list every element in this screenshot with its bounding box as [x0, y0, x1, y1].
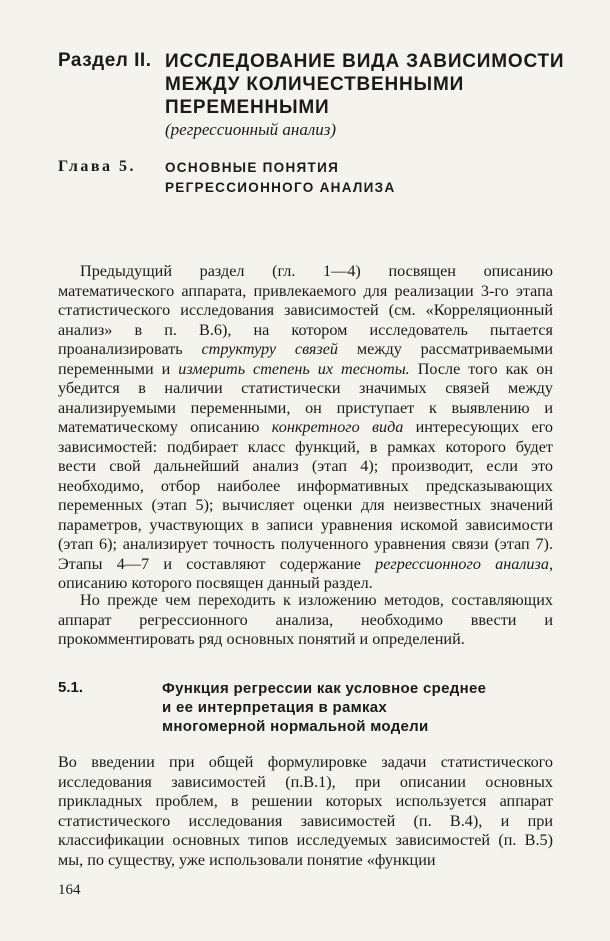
second-paragraph: Но прежде чем переходить к изложению методов, составляющих аппарат регрессионного анализа, необходимо ввести и прокомментировать ряд основных понятий и определений.: [58, 591, 553, 648]
emphasis-specific-form: конкретного вида: [271, 418, 404, 436]
intro-paragraph: [58, 262, 553, 594]
text-run: между рассматриваемыми переменными и: [58, 340, 553, 378]
text-run: Предыдущий раздел (гл. 1—4) посвящен описанию математического аппарата, привлекаемого для реализации 3-го этапа статистического исследования зависимостей (см. «Корреляционный анализ» в п. В.6), на котором исследователь пытается проанализировать: [58, 262, 553, 358]
chapter-label: Глава 5.: [58, 158, 136, 175]
subsection-title: [162, 679, 552, 736]
page-number: 164: [58, 882, 81, 898]
section-title-line: МЕЖДУ КОЛИЧЕСТВЕННЫМИ: [165, 74, 465, 95]
emphasis-structure: структуру связей: [201, 340, 339, 358]
chapter-title-line: РЕГРЕССИОННОГО АНАЛИЗА: [165, 180, 396, 195]
emphasis-strength: измерить степень их тесноты.: [178, 359, 410, 378]
subsection-number: 5.1.: [58, 679, 84, 696]
subsection-title-line: Функция регрессии как условное среднее: [162, 680, 487, 697]
section-title: [165, 50, 565, 119]
section-title-line: ИССЛЕДОВАНИЕ ВИДА ЗАВИСИМОСТИ: [165, 51, 565, 72]
chapter-title: [165, 158, 545, 198]
section-subtitle: (регрессионный анализ): [165, 120, 337, 139]
text-run: После того как он убедится в наличии статистически значимых связей между анализируемыми переменными, он приступает к выявлению и математическому описанию: [58, 359, 553, 436]
section-title-line: ПЕРЕМЕННЫМИ: [165, 97, 330, 118]
text-run: интересующих его зависимостей: подбирает класс функций, в рамках которого будет вести свой дальнейший анализ (этап 4); производит, если это необходимо, отбор наиболее информативных предсказывающих переменных (этап 5); вычисляет оценки для неизвестных значений параметров, участвующих в записи уравнения искомой зависимости (этап 6); анализирует точность полученного уравнения связи (этап 7). Этапы 4—7 и составляют содержание: [58, 418, 554, 573]
section-label: Раздел II.: [58, 50, 152, 71]
subsection-title-line: и ее интерпретация в рамках: [162, 699, 388, 716]
text-run: описанию которого посвящен данный раздел.: [58, 574, 373, 592]
emphasis-regression: регрессионного анализа,: [375, 554, 553, 573]
chapter-title-line: ОСНОВНЫЕ ПОНЯТИЯ: [165, 160, 340, 175]
subsection-title-line: многомерной нормальной модели: [162, 718, 429, 735]
third-paragraph: Во введении при общей формулировке задачи статистического исследования зависимостей (п.В.1), при описании основных прикладных проблем, в решении которых используется аппарат статистического исследования зависимостей (п. В.4), и при классификации основных типов исследуемых зависимостей (п. В.5) мы, по существу, уже использовали понятие «функции: [58, 753, 553, 869]
